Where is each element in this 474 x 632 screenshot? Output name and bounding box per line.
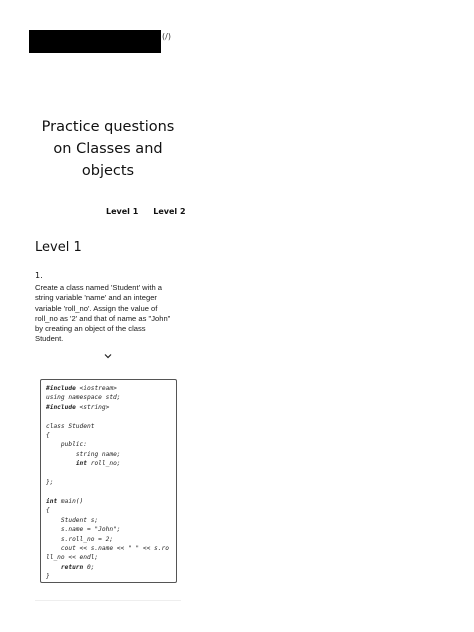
code-line: return 0; (60, 563, 95, 571)
question-number: 1. (35, 271, 43, 280)
section-heading: Level 1 (35, 240, 82, 255)
code-keyword: int (75, 460, 87, 468)
code-line: class Student (46, 422, 95, 430)
code-line: s.roll_no = 2; (46, 535, 114, 543)
code-keyword: return (60, 563, 84, 571)
code-line: { (46, 432, 50, 440)
chevron-down-icon[interactable] (103, 351, 113, 361)
page-title: Practice questions on Classes and objects (41, 119, 175, 179)
code-block (40, 379, 177, 583)
level-tabs (106, 207, 186, 216)
code-line: Student s; (46, 516, 99, 524)
divider (35, 600, 181, 601)
tab-level-1[interactable]: Level 1 (106, 207, 139, 216)
code-line: } (46, 573, 50, 581)
logo-redacted[interactable] (29, 30, 161, 53)
code-line: ll_no << endl; (46, 554, 99, 562)
code-line: { (46, 507, 50, 515)
code-line: string name; (46, 450, 121, 458)
code-line: #include <string> (46, 403, 110, 411)
question-text: Create a class named 'Student' with a string variable 'name' and an integer variable 'roll_no'. Assign the value of roll_no as '2' and that of name as "John" by creating an object of the class Student. (35, 283, 171, 344)
code-line: public: (46, 441, 87, 449)
code-keyword: #include (46, 403, 76, 411)
home-link[interactable]: (/) (162, 32, 171, 41)
code-line: int roll_no; (75, 460, 121, 468)
code-content (46, 384, 174, 582)
code-line: #include <iostream> (46, 385, 117, 392)
code-line: cout << s.name << " " << s.ro (46, 544, 169, 552)
code-line: int main() (46, 497, 84, 505)
code-keyword: #include (46, 385, 76, 392)
code-line: s.name = "John"; (46, 526, 121, 534)
code-line: using namespace std; (46, 394, 121, 402)
code-keyword: int (46, 497, 58, 505)
tab-level-2[interactable]: Level 2 (153, 207, 186, 216)
code-line: }; (46, 479, 54, 487)
